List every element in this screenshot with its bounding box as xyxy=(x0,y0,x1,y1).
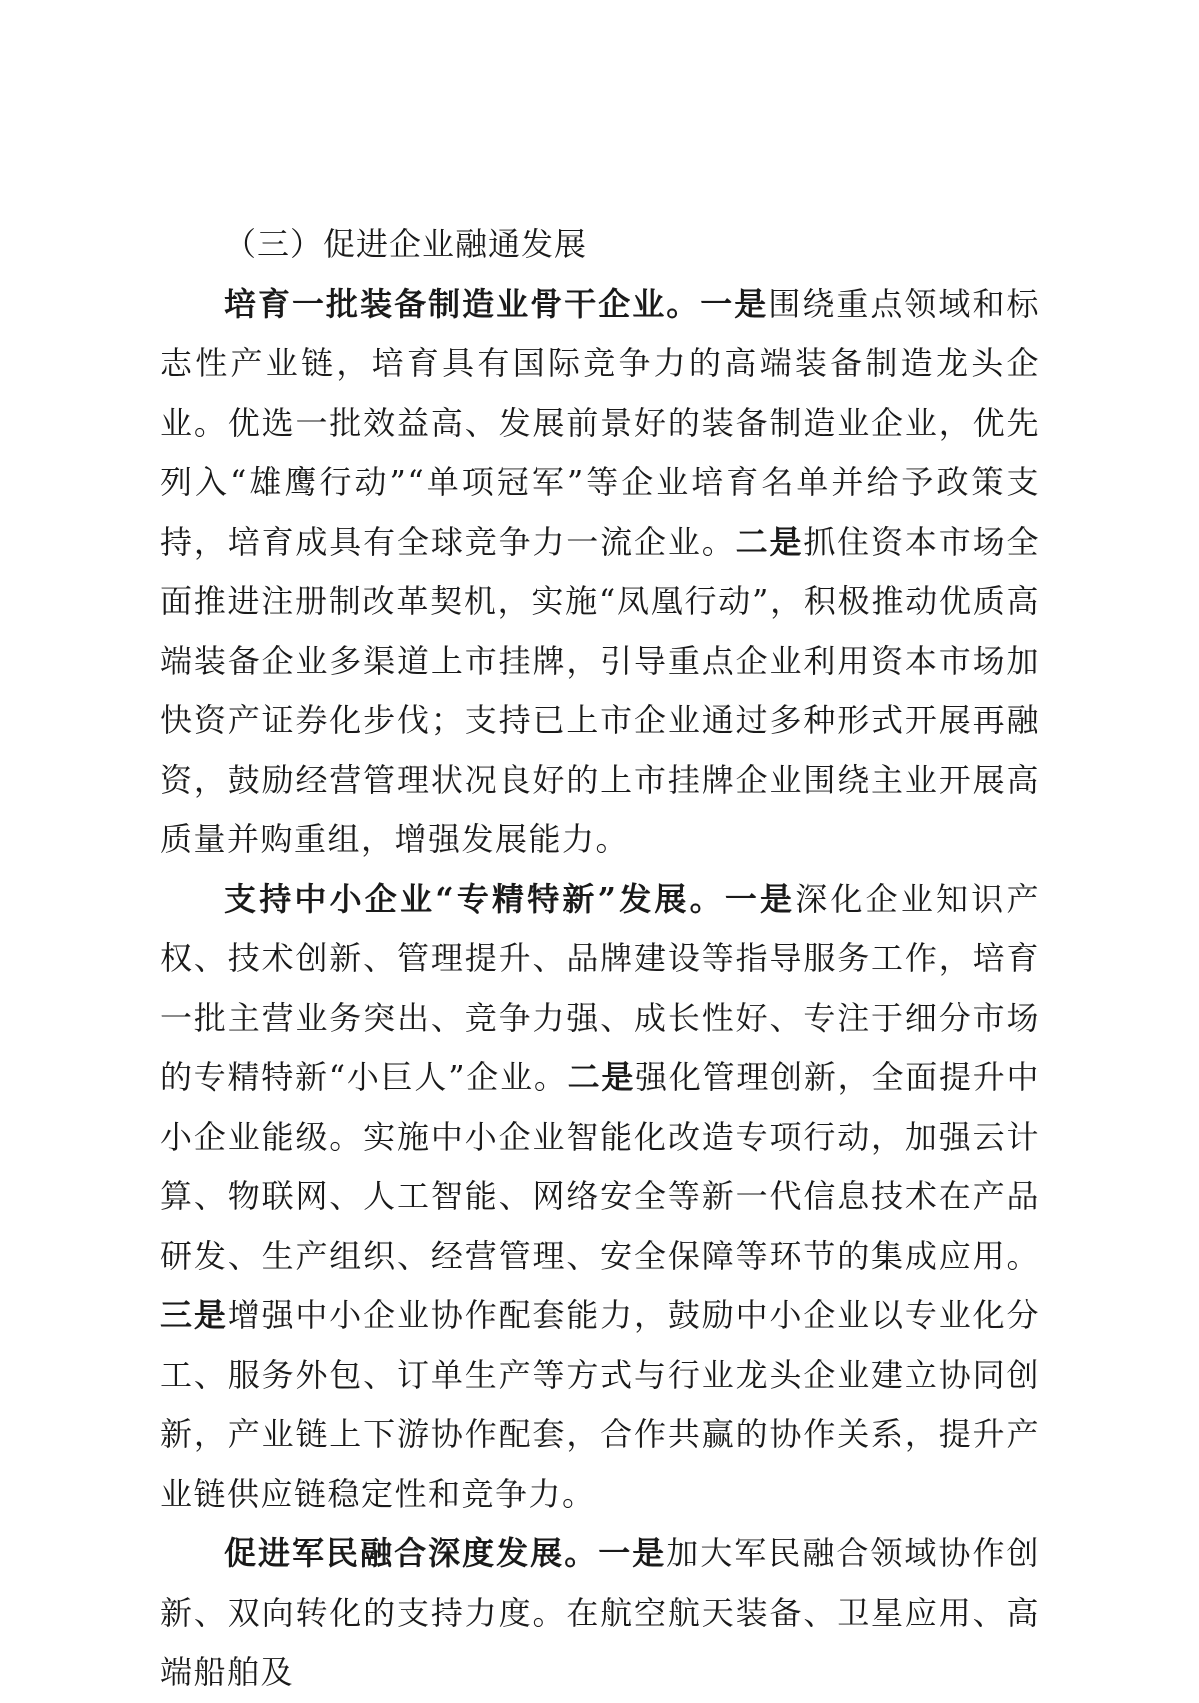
paragraph-title: 培育一批装备制造业骨干企业。 xyxy=(224,284,701,323)
paragraph-text: 深化企业知识产权、技术创新、管理提升、品牌建设等指导服务工作，培育一批主营业务突出、竞争力强、成长性好、专注于细分市场的专精特新“小巨人”企业。 xyxy=(160,879,1040,1096)
paragraph-backbone-enterprises xyxy=(160,275,1040,870)
paragraph-text: 加大军民融合领域协作创新、双向转化的支持力度。在航空航天装备、卫星应用、高端船舶及 xyxy=(160,1534,1040,1691)
paragraph-text: 强化管理创新，全面提升中小企业能级。实施中小企业智能化改造专项行动，加强云计算、物联网、人工智能、网络安全等新一代信息技术在产品研发、生产组织、经营管理、安全保障等环节的集成应用。 xyxy=(160,1058,1040,1275)
point-marker: 二是 xyxy=(735,522,804,561)
point-marker: 一是 xyxy=(598,1534,667,1572)
document-body xyxy=(160,215,1040,1703)
paragraph-text: 围绕重点领域和标志性产业链，培育具有国际竞争力的高端装备制造龙头企业。优选一批效益高、发展前景好的装备制造业企业，优先列入“雄鹰行动”“单项冠军”等企业培育名单并给予政策支持，培育成具有全球竞争力一流企业。 xyxy=(160,284,1040,561)
point-marker: 一是 xyxy=(700,284,769,323)
paragraph-text: 增强中小企业协作配套能力，鼓励中小企业以专业化分工、服务外包、订单生产等方式与行业龙头企业建立协同创新，产业链上下游协作配套，合作共赢的协作关系，提升产业链供应链稳定性和竞争力。 xyxy=(160,1296,1040,1513)
point-marker: 二是 xyxy=(567,1058,636,1096)
paragraph-sme-development xyxy=(160,870,1040,1525)
point-marker: 一是 xyxy=(724,879,796,918)
point-marker: 三是 xyxy=(160,1296,228,1334)
paragraph-text: 抓住资本市场全面推进注册制改革契机，实施“凤凰行动”，积极推动优质高端装备企业多渠道上市挂牌，引导重点企业利用资本市场加快资产证券化步伐；支持已上市企业通过多种形式开展再融资，鼓励经营管理状况良好的上市挂牌企业围绕主业开展高质量并购重组，增强发展能力。 xyxy=(160,522,1040,858)
section-heading: （三）促进企业融通发展 xyxy=(224,225,588,263)
paragraph-title: 促进军民融合深度发展。 xyxy=(224,1534,599,1572)
paragraph-military-civil-integration xyxy=(160,1524,1040,1703)
paragraph-title: 支持中小企业“专精特新”发展。 xyxy=(224,879,725,918)
